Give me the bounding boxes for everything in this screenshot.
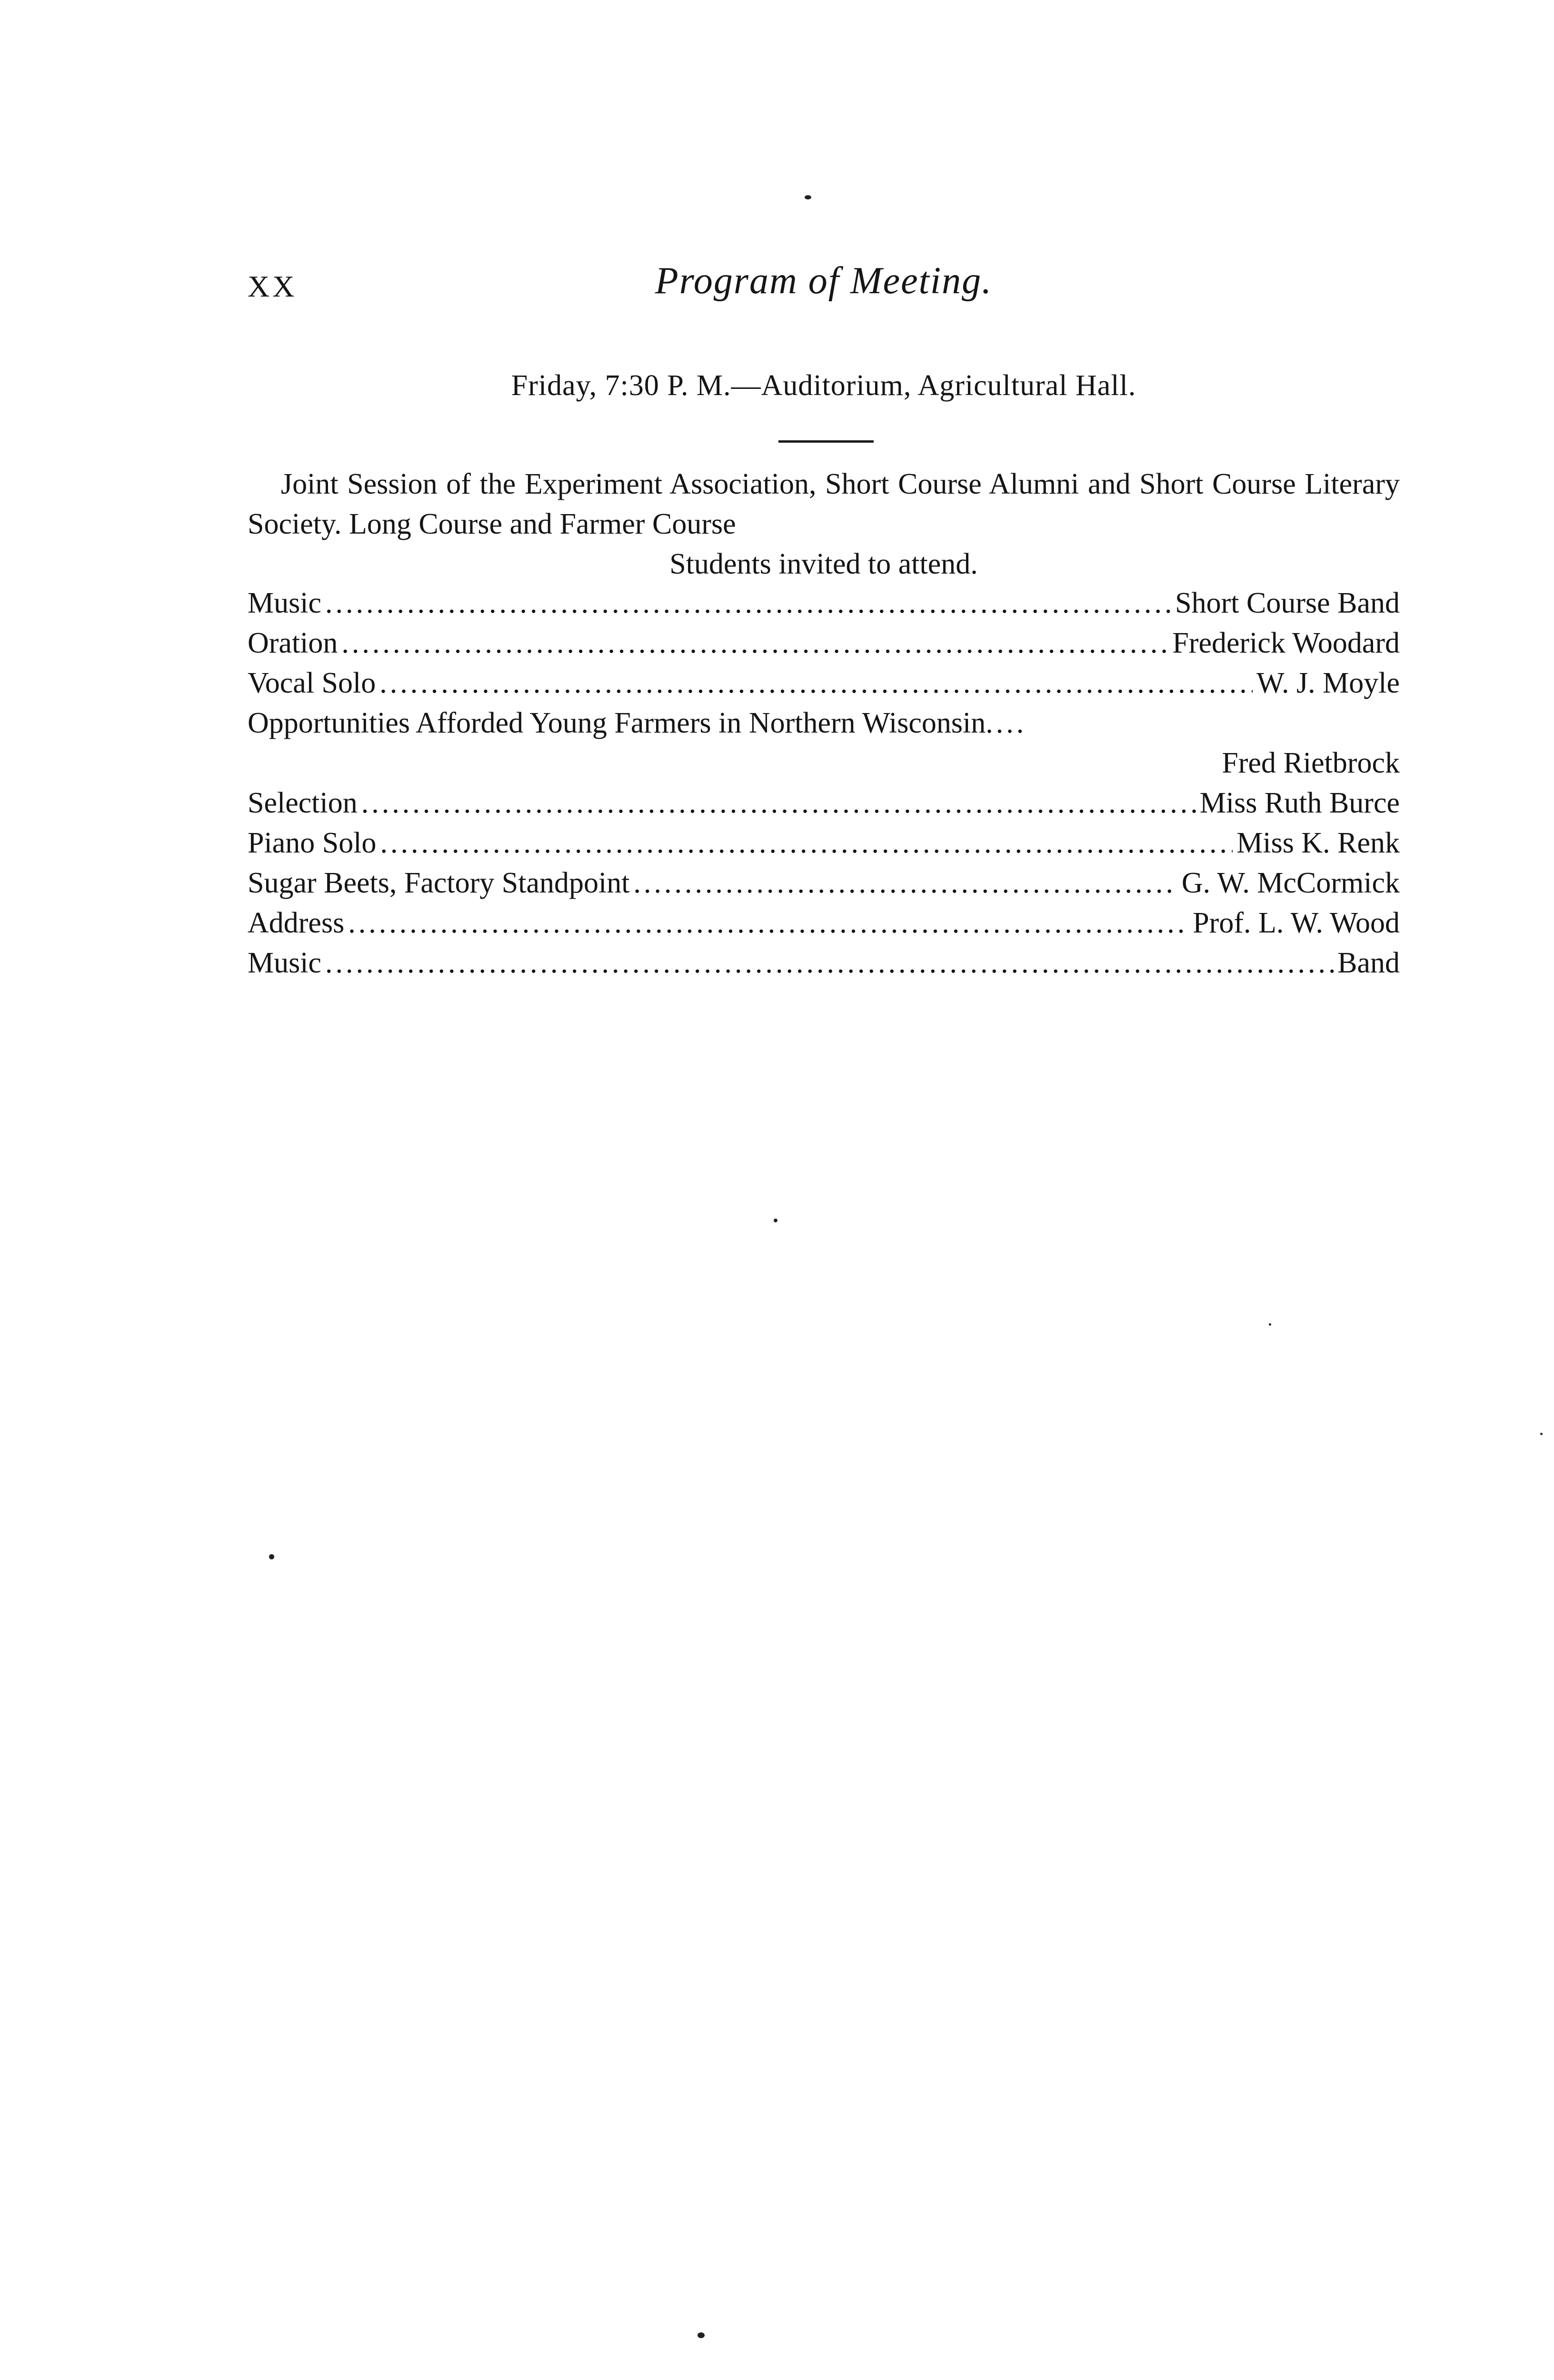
program-item-title: Oration bbox=[248, 627, 338, 659]
program-item-speaker: Frederick Woodard bbox=[1172, 627, 1400, 659]
program-item bbox=[248, 823, 1400, 863]
scan-speck bbox=[1540, 1433, 1543, 1435]
program-item-speaker: Miss Ruth Burce bbox=[1199, 787, 1400, 819]
program-item bbox=[248, 783, 1400, 823]
divider-rule bbox=[778, 440, 874, 443]
program-list bbox=[248, 583, 1400, 983]
program-item-title: Selection bbox=[248, 787, 358, 819]
program-item-title: Sugar Beets, Factory Standpoint bbox=[248, 867, 630, 899]
program-item-speaker: Short Course Band bbox=[1175, 587, 1400, 619]
running-title: Program of Meeting. bbox=[655, 260, 993, 302]
dot-leader bbox=[380, 823, 1233, 863]
session-intro: Joint Session of the Experiment Association, Short Course Alumni and Short Course Literary Society. Long Course and Farmer Course bbox=[248, 468, 1400, 540]
session-intro-last-line: Students invited to attend. bbox=[669, 548, 978, 580]
program-item-speaker: Prof. L. W. Wood bbox=[1193, 907, 1400, 939]
dot-leader bbox=[361, 783, 1196, 823]
page-number: XX bbox=[248, 269, 298, 303]
scan-speck bbox=[805, 195, 811, 199]
program-item bbox=[248, 903, 1400, 943]
dot-leader bbox=[379, 663, 1253, 703]
program-item-title-line bbox=[248, 703, 1400, 743]
program-item bbox=[248, 623, 1400, 663]
program-item-speaker: Band bbox=[1337, 947, 1400, 979]
program-item-speaker: Miss K. Renk bbox=[1236, 827, 1400, 859]
session-heading: Friday, 7:30 P. M.—Auditorium, Agricultural Hall. bbox=[511, 369, 1136, 402]
scan-speck bbox=[1269, 1323, 1271, 1326]
program-item bbox=[248, 943, 1400, 983]
scan-speck bbox=[269, 1554, 274, 1559]
program-item-speaker: G. W. McCormick bbox=[1181, 867, 1400, 899]
dot-leader bbox=[325, 943, 1334, 983]
program-item bbox=[248, 703, 1400, 783]
dot-leader bbox=[341, 623, 1168, 663]
program-item-speaker: Fred Rietbrock bbox=[1222, 747, 1400, 779]
program-item-title: Piano Solo bbox=[248, 827, 377, 859]
program-item bbox=[248, 663, 1400, 703]
dot-leader bbox=[325, 583, 1171, 623]
page-header bbox=[248, 259, 1400, 312]
program-item bbox=[248, 863, 1400, 903]
program-item-title: Music bbox=[248, 587, 321, 619]
dot-leader bbox=[348, 903, 1189, 943]
program-item-speaker: W. J. Moyle bbox=[1256, 667, 1400, 699]
dot-leader-trail: .... bbox=[986, 707, 1027, 739]
scan-speck bbox=[697, 2332, 705, 2338]
program-item-title: Opportunities Afforded Young Farmers in Northern Wisconsin bbox=[248, 707, 986, 739]
program-item-title: Music bbox=[248, 947, 321, 979]
program-item-title: Vocal Solo bbox=[248, 667, 376, 699]
scan-speck bbox=[774, 1219, 777, 1222]
program-item-title: Address bbox=[248, 907, 345, 939]
dot-leader bbox=[633, 863, 1177, 903]
program-item bbox=[248, 583, 1400, 623]
